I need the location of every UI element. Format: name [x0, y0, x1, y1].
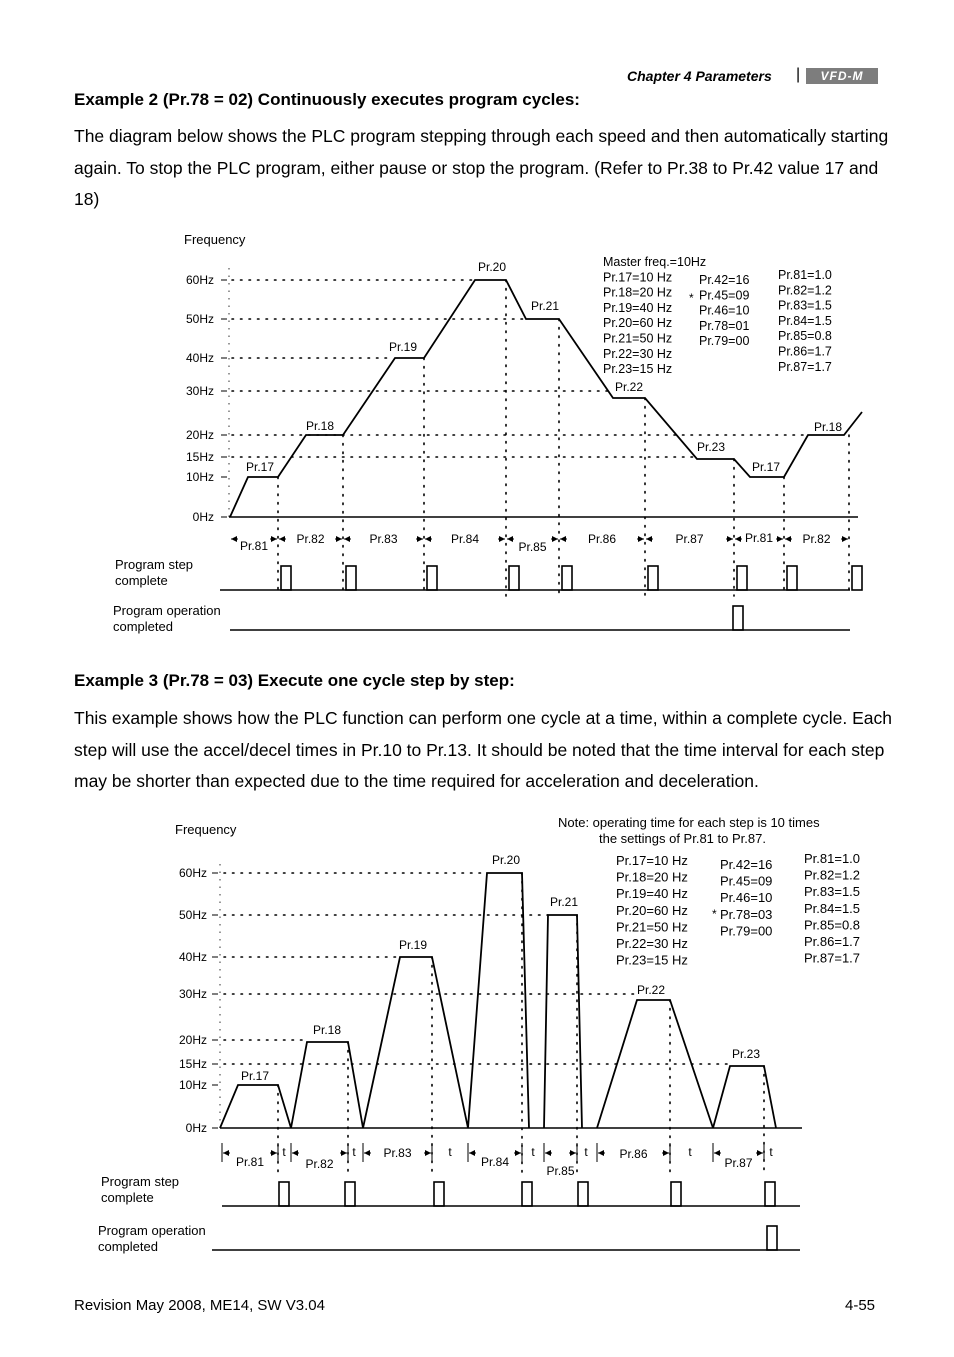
y-tick-label: 50Hz: [185, 312, 214, 326]
time-label: Pr.86: [619, 1147, 648, 1161]
y-tick-label: 30Hz: [185, 384, 214, 398]
step-complete-pulse: [578, 1182, 588, 1206]
time-setting: Pr.82=1.2: [804, 867, 861, 883]
y-tick-label: 10Hz: [178, 1078, 207, 1092]
time-labels: [231, 531, 848, 554]
step-label: Pr.23: [697, 440, 726, 454]
step-labels: [246, 260, 842, 474]
freq-setting: Pr.23=15 Hz: [616, 952, 688, 968]
time-setting: Pr.84=1.5: [804, 900, 861, 916]
y-tick-label: 40Hz: [185, 351, 214, 365]
mode-setting: Pr.79=00: [720, 923, 773, 939]
mode-setting: Pr.46=10: [699, 303, 750, 318]
axes: [220, 860, 802, 1128]
step-complete-pulse: [279, 1182, 289, 1206]
signal-label: Program step: [115, 557, 194, 572]
parameter-settings: [603, 255, 832, 376]
signal-label: Program step: [101, 1174, 180, 1189]
signal-label: completed: [98, 1239, 158, 1254]
step-complete-pulse: [852, 566, 862, 590]
step-complete-pulse: [434, 1182, 444, 1206]
mode-setting: Pr.45=09: [699, 288, 750, 303]
gap-label: t: [352, 1145, 356, 1159]
gap-label: t: [282, 1145, 286, 1159]
y-tick-label: 20Hz: [185, 428, 214, 442]
freq-setting: Pr.17=10 Hz: [616, 853, 688, 868]
time-setting: Pr.82=1.2: [778, 283, 832, 298]
step-label: Pr.17: [241, 1069, 270, 1083]
time-setting: Pr.81=1.0: [778, 268, 832, 282]
vfd-m-logo: VFD-M: [806, 68, 878, 84]
gap-label: t: [584, 1145, 588, 1159]
step-label: Pr.20: [492, 853, 521, 867]
step-label: Pr.17: [246, 460, 275, 474]
step-label: Pr.19: [389, 340, 418, 354]
step-label: Pr.21: [550, 895, 579, 909]
step-complete-pulse: [671, 1182, 681, 1206]
freq-setting: Pr.19=40 Hz: [603, 300, 673, 315]
freq-setting: Pr.22=30 Hz: [603, 346, 673, 361]
freq-setting: Pr.19=40 Hz: [616, 886, 688, 902]
time-label: Pr.82: [305, 1157, 334, 1171]
time-setting: Pr.87=1.7: [804, 950, 861, 966]
asterisk: *: [712, 907, 717, 921]
freq-setting: Master freq.=10Hz: [603, 255, 707, 269]
signal-traces: [98, 1174, 800, 1254]
y-tick-label: 60Hz: [178, 866, 207, 880]
step-label: Pr.23: [732, 1047, 761, 1061]
step-complete-pulse: [522, 1182, 532, 1206]
time-label: Pr.83: [369, 532, 398, 546]
step-complete-pulse: [648, 566, 658, 590]
signal-label: completed: [113, 619, 173, 634]
gap-label: t: [688, 1145, 692, 1159]
freq-setting: Pr.23=15 Hz: [603, 362, 673, 377]
signal-label: Program operation: [113, 603, 221, 618]
time-label: Pr.87: [724, 1156, 753, 1170]
step-label: Pr.21: [531, 299, 560, 313]
note-line: the settings of Pr.81 to Pr.87.: [599, 831, 766, 846]
step-complete-pulse: [765, 1182, 775, 1206]
time-setting: Pr.83=1.5: [804, 884, 861, 900]
time-label: Pr.85: [518, 540, 547, 554]
page-number: 4-55: [845, 1297, 876, 1314]
signal-traces: [113, 557, 862, 634]
example2-body: The diagram below shows the PLC program stepping through each speed and then automatically starting again. To stop the PLC program, either pause or stop the program. (Refer to Pr.38 to Pr.42 value 17 and 18): [74, 126, 889, 209]
chapter-title: Chapter 4 Parameters: [627, 68, 772, 84]
step-label: Pr.18: [306, 419, 335, 433]
mode-setting: Pr.45=09: [720, 873, 773, 889]
y-tick-label: 40Hz: [178, 950, 207, 964]
operation-complete-pulse: [733, 606, 743, 630]
gap-label: t: [531, 1145, 535, 1159]
signal-label: Program operation: [98, 1223, 206, 1238]
y-tick-label: 60Hz: [185, 273, 214, 287]
frequency-waveform: [220, 873, 776, 1128]
gridlines: [224, 873, 730, 1064]
signal-label: complete: [115, 573, 168, 588]
step-dividers: [278, 280, 849, 596]
freq-setting: Pr.20=60 Hz: [616, 902, 688, 918]
mode-setting: Pr.78=01: [699, 318, 750, 333]
mode-setting: Pr.46=10: [720, 890, 773, 906]
time-label: Pr.81: [235, 1155, 265, 1169]
gap-label: t: [769, 1145, 773, 1159]
freq-setting: Pr.21=50 Hz: [616, 919, 688, 935]
time-label: Pr.84: [480, 1155, 510, 1169]
step-complete-pulse: [737, 566, 747, 590]
y-tick-label: 0Hz: [192, 510, 214, 524]
step-label: Pr.22: [615, 380, 644, 394]
example2-heading: Example 2 (Pr.78 = 02) Continuously executes program cycles:: [74, 90, 580, 109]
signal-label: complete: [101, 1190, 154, 1205]
freq-setting: Pr.18=20 Hz: [616, 869, 688, 885]
time-label: Pr.84: [450, 532, 480, 546]
step-label: Pr.17: [752, 460, 781, 474]
note-line: Note: operating time for each step is 10 times: [558, 815, 820, 830]
step-dividers: [278, 873, 764, 1175]
step-complete-pulse: [787, 566, 797, 590]
operation-complete-pulse: [767, 1226, 777, 1250]
step-complete-pulse: [562, 566, 572, 590]
y-tick-label: 15Hz: [178, 1057, 207, 1071]
y-axis-title: Frequency: [175, 822, 237, 837]
y-axis-labels: [179, 866, 218, 1135]
time-setting: Pr.83=1.5: [778, 298, 832, 313]
time-setting: Pr.84=1.5: [778, 313, 832, 328]
step-complete-pulse: [509, 566, 519, 590]
time-setting: Pr.85=0.8: [804, 917, 861, 933]
y-tick-label: 15Hz: [185, 450, 214, 464]
time-setting: Pr.87=1.7: [778, 359, 832, 374]
time-labels: [222, 1143, 773, 1178]
step-label: Pr.18: [313, 1023, 342, 1037]
y-tick-label: 20Hz: [178, 1033, 207, 1047]
y-axis-labels: [186, 273, 227, 524]
step-label: Pr.20: [478, 260, 507, 274]
parameter-settings: [616, 851, 860, 968]
time-setting: Pr.86=1.7: [804, 934, 861, 949]
example3-diagram: [0, 810, 954, 1265]
step-label: Pr.22: [637, 983, 666, 997]
y-tick-label: 50Hz: [178, 908, 207, 922]
time-label: Pr.82: [296, 532, 325, 546]
mode-setting: Pr.42=16: [699, 273, 750, 287]
time-label: Pr.83: [383, 1146, 412, 1160]
y-tick-label: 0Hz: [185, 1121, 207, 1135]
time-setting: Pr.86=1.7: [778, 344, 832, 359]
step-complete-pulse: [346, 566, 356, 590]
y-tick-label: 30Hz: [178, 987, 207, 1001]
time-label: Pr.85: [546, 1164, 575, 1178]
footer-revision: Revision May 2008, ME14, SW V3.04: [74, 1297, 325, 1314]
time-label: Pr.86: [587, 532, 617, 546]
frequency-waveform: [230, 280, 862, 517]
gap-label: t: [448, 1145, 452, 1159]
mode-setting: Pr.79=00: [699, 334, 750, 349]
time-label: Pr.87: [675, 532, 704, 546]
y-axis-title: Frequency: [184, 232, 246, 247]
time-label: Pr.81: [239, 539, 269, 553]
example3-heading: Example 3 (Pr.78 = 03) Execute one cycle step by step:: [74, 671, 515, 690]
time-label: Pr.81: [744, 531, 774, 545]
time-label: Pr.82: [802, 532, 831, 546]
step-complete-pulse: [427, 566, 437, 590]
mode-setting: Pr.78=03: [720, 906, 773, 922]
step-label: Pr.19: [399, 938, 428, 952]
y-tick-label: 10Hz: [185, 470, 214, 484]
example3-body: This example shows how the PLC function can perform one cycle at a time, within a complete cycle. Each step will use the accel/decel times in Pr.10 to Pr.13. It should be noted that the time interval for each step may be shorter than expected due to the time required for acceleration and deceleration.: [74, 708, 893, 791]
step-complete-pulse: [345, 1182, 355, 1206]
freq-setting: Pr.17=10 Hz: [603, 270, 673, 285]
step-complete-pulse: [281, 566, 291, 590]
header-separator: |: [796, 66, 801, 83]
freq-setting: Pr.18=20 Hz: [603, 285, 673, 300]
step-label: Pr.18: [814, 420, 843, 434]
freq-setting: Pr.22=30 Hz: [616, 936, 688, 951]
asterisk: *: [689, 291, 694, 305]
example2-diagram: [0, 228, 954, 638]
time-setting: Pr.85=0.8: [778, 329, 832, 344]
note: [558, 815, 820, 846]
freq-setting: Pr.21=50 Hz: [603, 331, 673, 346]
mode-setting: Pr.42=16: [720, 857, 773, 872]
freq-setting: Pr.20=60 Hz: [603, 316, 673, 331]
time-setting: Pr.81=1.0: [804, 851, 861, 866]
